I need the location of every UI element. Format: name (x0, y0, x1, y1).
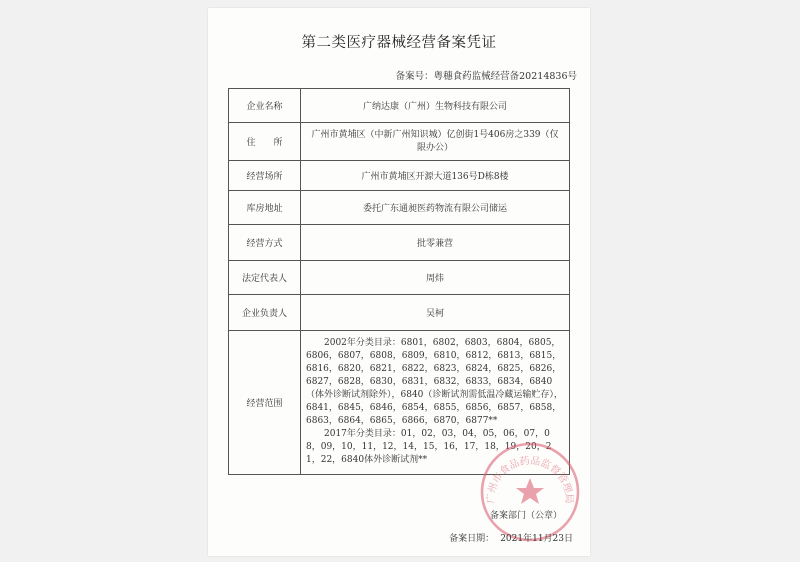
seal-text: 广州市食品药品监督管理局 (485, 455, 575, 504)
warehouse-address-label: 库房地址 (229, 191, 301, 225)
person-in-charge-value: 吴柯 (301, 295, 570, 331)
row-person-in-charge (229, 295, 570, 331)
row-legal-representative (229, 261, 570, 295)
company-name-label: 企业名称 (229, 89, 301, 123)
document-title: 第二类医疗器械经营备案凭证 (301, 35, 497, 51)
official-seal-icon (478, 440, 582, 544)
legal-representative-label: 法定代表人 (229, 261, 301, 295)
filing-date-value: 2021年11月23日 (500, 534, 573, 544)
row-business-premises (229, 161, 570, 191)
business-premises-label: 经营场所 (229, 161, 301, 191)
scope-2017-catalog: 2017年分类目录：01，02，03，04，05，06，07，08，09，10，11，12，14，15，16，17，18，19，20，21，22，6840体外诊断试剂** (306, 429, 552, 465)
business-scope-label: 经营范围 (229, 331, 301, 475)
business-mode-value: 批零兼营 (301, 225, 570, 261)
filing-date (449, 531, 573, 544)
row-address (229, 123, 570, 161)
record-certificate (208, 8, 590, 556)
scope-2002-catalog: 2002年分类目录：6801，6802，6803，6804，6805，6806，6807，6808，6809，6810，6812，6813，6815，6816，6820，6821，6822，6823，6824，6825，6826，6827，6828，6830，6831，6832，6833，6834，6840（体外诊断试剂除外），6840（诊断试剂需低温冷藏运输贮存），6841，6845，6846，6854，6855，6856，6857，6858，6863，6864，6865，6866，6870，6877** (306, 338, 563, 426)
filing-department: 备案部门（公章） (489, 511, 562, 521)
filing-date-label: 备案日期： (449, 534, 495, 544)
address-value: 广州市黄埔区（中新广州知识城）亿创街1号406房之339（仅限办公） (301, 123, 570, 161)
row-warehouse-address (229, 191, 570, 225)
row-business-mode (229, 225, 570, 261)
address-label: 住 所 (229, 123, 301, 161)
business-premises-value: 广州市黄埔区开源大道136号D栋8楼 (301, 161, 570, 191)
warehouse-address-value: 委托广东通昶医药物流有限公司储运 (301, 191, 570, 225)
business-mode-label: 经营方式 (229, 225, 301, 261)
row-company-name (229, 89, 570, 123)
info-table (228, 88, 570, 475)
company-name-value: 广纳达康（广州）生物科技有限公司 (301, 89, 570, 123)
record-number: 备案号：粤穗食药监械经营备20214836号 (395, 71, 577, 82)
legal-representative-value: 周炜 (301, 261, 570, 295)
person-in-charge-label: 企业负责人 (229, 295, 301, 331)
